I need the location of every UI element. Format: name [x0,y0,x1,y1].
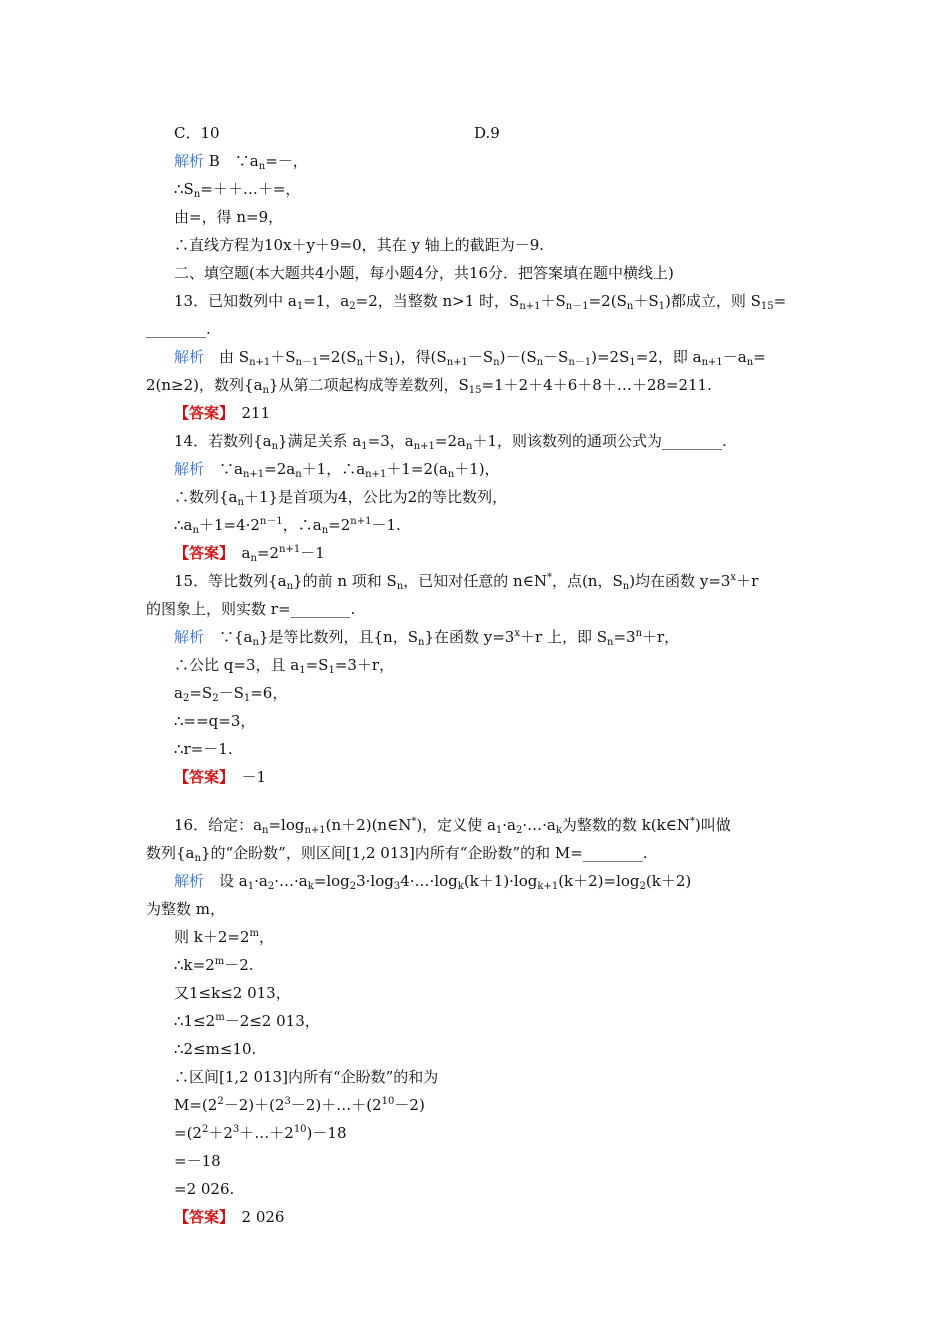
analysis-12-line-3: 由=，得 n=9， [174,208,284,226]
question-14: 14．若数列$\{a_n\}$满足关系 $a_1=3$，$a_{n+1}=2a_n+1$，则该数列的通项公式为________. [174,432,727,452]
section-heading-fill-in: 二、填空题(本大题共4小题，每小题4分，共16分．把答案填在题中横线上) [174,264,674,282]
analysis-label: 解析 [174,872,205,890]
analysis-13-line-2: 2(n≥2)，数列$\{a_n\}$从第二项起构成等差数列，$S_{15}=1+2+4+6+8+\dots+28=211$. [146,376,712,396]
analysis-12-line-4: ∴直线方程为10x＋y＋9=0，其在 y 轴上的截距为－9. [174,236,544,254]
analysis-16-line-6: $\therefore 1\le 2^m-2\le 2$ 013， [174,1012,320,1030]
analysis-label: 解析 [174,152,205,170]
option-line-c-d [174,123,500,143]
question-15-line-1: 15．等比数列$\{a_n\}$的前 n 项和 $S_n$，已知对任意的 n∈N*，点(n，$S_n$)均在函数 $y=3^x+r$ [174,572,759,592]
analysis-label: 解析 [174,348,205,366]
analysis-15-line-1: 解析 $\because\{a_n\}$是等比数列，且{n，$S_n$}在函数 $y=3^x+r$ 上，即 $S_n=3^n+r$， [174,628,680,648]
question-16-line-2: 数列$\{a_n\}$的“企盼数”，则区间[1,2 013]内所有“企盼数”的和 M=________. [146,844,648,864]
analysis-16-line-8: ∴区间[1,2 013]内所有“企盼数”的和为 [174,1068,439,1086]
analysis-15-line-2: ∴公比 q=3，且 $a_1=S_1=3+r$， [174,656,395,676]
analysis-16-line-4: $\therefore k=2^m-2$. [174,956,254,974]
analysis-16-line-9: $M=(2^2-2)+(2^3-2)+\dots+(2^{10}-2)$ [174,1096,425,1114]
analysis-14-line-1: 解析 $\because a_{n+1}=2a_n+1$，$\therefore a_{n+1}+1=2(a_n+1)$， [174,460,500,480]
question-16-line-1: 16．给定：$a_n=\log_{n+1}(n+2)(n\in N^*)$，定义使 $a_1\cdot a_2\cdot\dots\cdot a_k$为整数的数 k(k∈N*)叫做 [174,816,731,836]
answer-label: 【答案】 [174,544,227,562]
question-13-line-2: ________. [146,320,211,338]
analysis-14-line-2: ∴数列$\{a_n+1\}$是首项为4，公比为2的等比数列， [174,488,508,508]
analysis-label: 解析 [174,628,205,646]
analysis-16-line-1: 解析 设 $a_1\cdot a_2\cdot\dots\cdot a_k=\log_23\cdot\log_34\cdot\dots\cdot\log_k(k+1)\cdot\log_{k+1}(k+2)=\log_2(k+2)$ [174,872,692,892]
answer-label: 【答案】 [174,1208,227,1226]
analysis-12-line-2: $\therefore S_n=++\dots+=$， [174,180,301,200]
answer-13: 【答案】 211 [174,404,271,422]
analysis-16-line-11: =－18 [174,1152,221,1170]
answer-label: 【答案】 [174,404,227,422]
analysis-16-line-2: 为整数 m， [146,900,225,918]
option-d: D.9 [474,124,500,142]
analysis-13-line-1: 解析 由 $S_{n+1}+S_{n-1}=2(S_n+S_1)$，得$(S_{n+1}-S_n)-(S_n-S_{n-1})=2S_1=2$，即 $a_{n+1}-a_n=$ [174,348,766,368]
analysis-15-line-3: $a_2=S_2-S_1=6$， [174,684,288,704]
option-c: C．10 [174,124,220,142]
analysis-14-line-3: $\therefore a_n+1=4\cdot 2^{n-1}$，$\therefore a_n=2^{n+1}-1$. [174,516,401,536]
answer-16: 【答案】 2 026 [174,1208,285,1226]
analysis-16-line-5: 又1≤k≤2 013， [174,984,291,1002]
question-13-line-1: 13．已知数列中 $a_1=1$，$a_2=2$，当整数 n>1 时，$S_{n+1}+S_{n-1}=2(S_n+S_1)$都成立，则 $S_{15}=$ [174,292,787,312]
analysis-16-line-10: $=(2^2+2^3+\dots+2^{10})-18$ [174,1124,347,1142]
answer-14: 【答案】 $a_n=2^{n+1}-1$ [174,544,325,564]
analysis-15-line-4: ∴==q=3， [174,712,256,730]
answer-label: 【答案】 [174,768,227,786]
analysis-16-line-3: 则 $k+2=2^m$， [174,928,275,946]
answer-15: 【答案】 －1 [174,768,267,786]
question-15-line-2: 的图象上，则实数 r=________. [146,600,356,618]
analysis-label: 解析 [174,460,205,478]
analysis-16-line-7: ∴2≤m≤10. [174,1040,257,1058]
analysis-15-line-5: ∴r=－1. [174,740,233,758]
analysis-16-line-12: =2 026. [174,1180,235,1198]
analysis-12-line-1: 解析 B $\because a_n=-$， [174,152,308,172]
